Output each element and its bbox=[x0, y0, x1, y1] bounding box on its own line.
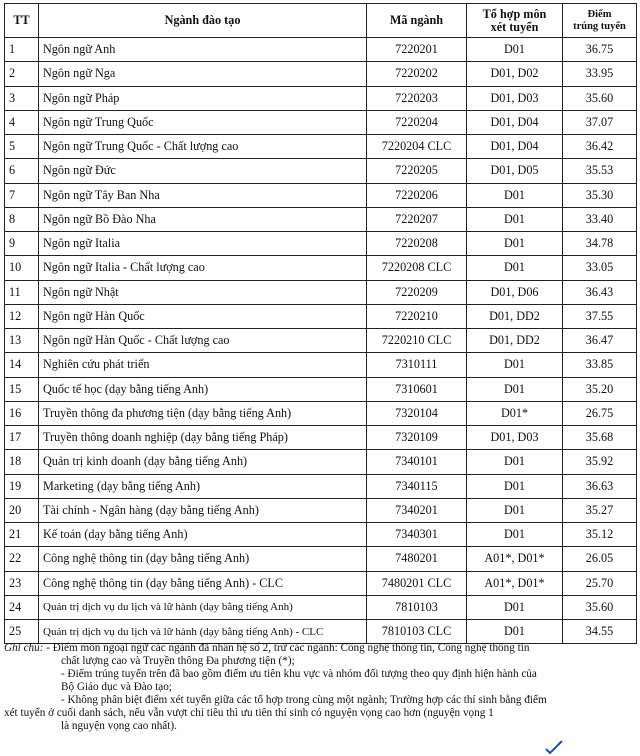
cell-score: 36.63 bbox=[563, 474, 637, 498]
cell-tt: 9 bbox=[5, 232, 39, 256]
cell-combination: D01 bbox=[467, 232, 563, 256]
cell-code: 7220208 bbox=[367, 232, 467, 256]
cell-score: 36.75 bbox=[563, 38, 637, 62]
signature-mark-icon bbox=[545, 740, 563, 754]
cell-tt: 17 bbox=[5, 426, 39, 450]
cell-combination: D01 bbox=[467, 498, 563, 522]
cell-score: 35.12 bbox=[563, 523, 637, 547]
cell-program: Quản trị kinh doanh (dạy bằng tiếng Anh) bbox=[39, 450, 367, 474]
table-row bbox=[5, 256, 637, 280]
cell-program: Ngôn ngữ Nga bbox=[39, 62, 367, 86]
cell-score: 35.30 bbox=[563, 183, 637, 207]
cell-score: 36.43 bbox=[563, 280, 637, 304]
note-line: - Không phân biệt điểm xét tuyển giữa các tổ hợp trong cùng một ngành; Trường hợp các thí sinh bằng điểm bbox=[61, 694, 547, 706]
cell-combination: D01 bbox=[467, 38, 563, 62]
cell-score: 37.55 bbox=[563, 304, 637, 328]
cell-code: 7320109 bbox=[367, 426, 467, 450]
cell-code: 7220204 bbox=[367, 110, 467, 134]
note-line: là nguyện vọng cao nhất). bbox=[61, 720, 177, 732]
cell-code: 7310111 bbox=[367, 353, 467, 377]
cell-score: 35.53 bbox=[563, 159, 637, 183]
cell-score: 35.68 bbox=[563, 426, 637, 450]
cell-combination: D01 bbox=[467, 595, 563, 619]
cell-combination: D01 bbox=[467, 377, 563, 401]
table-row bbox=[5, 595, 637, 619]
cell-code: 7220209 bbox=[367, 280, 467, 304]
cell-program: Ngôn ngữ Đức bbox=[39, 159, 367, 183]
cell-tt: 2 bbox=[5, 62, 39, 86]
cell-tt: 10 bbox=[5, 256, 39, 280]
cell-code: 7220201 bbox=[367, 38, 467, 62]
cell-score: 36.47 bbox=[563, 329, 637, 353]
cell-score: 25.70 bbox=[563, 571, 637, 595]
cell-score: 36.42 bbox=[563, 135, 637, 159]
table-row bbox=[5, 86, 637, 110]
cell-code: 7340115 bbox=[367, 474, 467, 498]
cell-program: Công nghệ thông tin (dạy bằng tiếng Anh) - CLC bbox=[39, 571, 367, 595]
cell-combination: D01 bbox=[467, 183, 563, 207]
table-row bbox=[5, 329, 637, 353]
header-code: Mã ngành bbox=[367, 4, 467, 38]
table-row bbox=[5, 571, 637, 595]
cell-score: 26.75 bbox=[563, 401, 637, 425]
cell-code: 7220205 bbox=[367, 159, 467, 183]
cell-program: Ngôn ngữ Tây Ban Nha bbox=[39, 183, 367, 207]
notes-section bbox=[4, 642, 636, 733]
cell-score: 34.55 bbox=[563, 620, 637, 644]
cell-tt: 21 bbox=[5, 523, 39, 547]
cell-program: Marketing (dạy bằng tiếng Anh) bbox=[39, 474, 367, 498]
cell-tt: 3 bbox=[5, 86, 39, 110]
cell-tt: 18 bbox=[5, 450, 39, 474]
cell-score: 33.85 bbox=[563, 353, 637, 377]
cell-combination: D01, D03 bbox=[467, 426, 563, 450]
cell-score: 33.95 bbox=[563, 62, 637, 86]
cell-score: 33.05 bbox=[563, 256, 637, 280]
cell-tt: 11 bbox=[5, 280, 39, 304]
cell-combination: D01, D04 bbox=[467, 110, 563, 134]
cell-score: 35.60 bbox=[563, 595, 637, 619]
table-row bbox=[5, 207, 637, 231]
cell-code: 7220210 CLC bbox=[367, 329, 467, 353]
cell-program: Ngôn ngữ Italia - Chất lượng cao bbox=[39, 256, 367, 280]
cell-score: 37.07 bbox=[563, 110, 637, 134]
cell-code: 7340101 bbox=[367, 450, 467, 474]
header-combination-line2: xét tuyển bbox=[490, 19, 539, 34]
notes-label: Ghi chú: bbox=[4, 642, 44, 654]
table-row bbox=[5, 183, 637, 207]
cell-combination: D01, D05 bbox=[467, 159, 563, 183]
cell-code: 7340301 bbox=[367, 523, 467, 547]
cell-program: Ngôn ngữ Pháp bbox=[39, 86, 367, 110]
cell-combination: D01 bbox=[467, 207, 563, 231]
cell-program: Ngôn ngữ Bồ Đào Nha bbox=[39, 207, 367, 231]
table-row bbox=[5, 401, 637, 425]
table-row bbox=[5, 547, 637, 571]
cell-tt: 8 bbox=[5, 207, 39, 231]
header-combination-line1: Tổ hợp môn bbox=[482, 6, 547, 21]
note-line: chất lượng cao và Truyền thông Đa phương tiện (*); bbox=[61, 655, 295, 667]
note-line: xét tuyển ở cuối danh sách, nếu vẫn vượt chỉ tiêu thì ưu tiên thí sinh có nguyện vọng cao hơn (nguyện vọng 1 bbox=[4, 707, 494, 719]
cell-program: Truyền thông doanh nghiệp (dạy bằng tiếng Pháp) bbox=[39, 426, 367, 450]
table-row bbox=[5, 353, 637, 377]
cell-code: 7480201 CLC bbox=[367, 571, 467, 595]
cell-code: 7220210 bbox=[367, 304, 467, 328]
cell-program: Ngôn ngữ Italia bbox=[39, 232, 367, 256]
cell-program: Ngôn ngữ Trung Quốc - Chất lượng cao bbox=[39, 135, 367, 159]
cell-program: Tài chính - Ngân hàng (dạy bằng tiếng Anh) bbox=[39, 498, 367, 522]
note-line bbox=[4, 642, 636, 655]
cell-combination: D01 bbox=[467, 256, 563, 280]
table-row bbox=[5, 280, 637, 304]
cell-tt: 13 bbox=[5, 329, 39, 353]
cell-tt: 24 bbox=[5, 595, 39, 619]
header-combination bbox=[467, 4, 563, 38]
cell-code: 7220203 bbox=[367, 86, 467, 110]
cell-code: 7220206 bbox=[367, 183, 467, 207]
table-row bbox=[5, 498, 637, 522]
cell-code: 7310601 bbox=[367, 377, 467, 401]
header-score-line2: trúng tuyển bbox=[573, 20, 626, 32]
table-body bbox=[5, 38, 637, 644]
cell-tt: 25 bbox=[5, 620, 39, 644]
cell-tt: 23 bbox=[5, 571, 39, 595]
header-tt: TT bbox=[5, 4, 39, 38]
table-row bbox=[5, 135, 637, 159]
cell-code: 7220202 bbox=[367, 62, 467, 86]
cell-code: 7810103 bbox=[367, 595, 467, 619]
header-score-line1: Điểm bbox=[587, 9, 612, 21]
cell-combination: D01 bbox=[467, 523, 563, 547]
table-row bbox=[5, 159, 637, 183]
cell-code: 7220208 CLC bbox=[367, 256, 467, 280]
cell-tt: 20 bbox=[5, 498, 39, 522]
table-row bbox=[5, 62, 637, 86]
cell-program: Ngôn ngữ Nhật bbox=[39, 280, 367, 304]
cell-score: 33.40 bbox=[563, 207, 637, 231]
cell-score: 34.78 bbox=[563, 232, 637, 256]
cell-program: Ngôn ngữ Hàn Quốc bbox=[39, 304, 367, 328]
table-header-row bbox=[5, 4, 637, 38]
cell-combination: D01, D03 bbox=[467, 86, 563, 110]
table-row bbox=[5, 38, 637, 62]
cell-code: 7320104 bbox=[367, 401, 467, 425]
cell-tt: 5 bbox=[5, 135, 39, 159]
table-row bbox=[5, 426, 637, 450]
note-line: - Điểm trúng tuyển trên đã bao gồm điểm ưu tiên khu vực và nhóm đối tượng theo quy định hiện hành của bbox=[61, 668, 537, 680]
note-text: - Điểm môn ngoại ngữ các ngành đã nhân hệ số 2, trừ các ngành: Công nghệ thông tin, Công nghệ thông tin bbox=[46, 642, 530, 654]
cell-tt: 4 bbox=[5, 110, 39, 134]
cell-tt: 14 bbox=[5, 353, 39, 377]
cell-code: 7480201 bbox=[367, 547, 467, 571]
cell-program: Ngôn ngữ Hàn Quốc - Chất lượng cao bbox=[39, 329, 367, 353]
cell-score: 35.60 bbox=[563, 86, 637, 110]
admission-score-table bbox=[4, 3, 637, 644]
cell-program: Ngôn ngữ Trung Quốc bbox=[39, 110, 367, 134]
cell-combination: D01* bbox=[467, 401, 563, 425]
cell-combination: D01, D02 bbox=[467, 62, 563, 86]
cell-program: Quản trị dịch vụ du lịch và lữ hành (dạy bằng tiếng Anh) - CLC bbox=[39, 620, 367, 644]
cell-tt: 12 bbox=[5, 304, 39, 328]
cell-combination: A01*, D01* bbox=[467, 547, 563, 571]
cell-score: 35.92 bbox=[563, 450, 637, 474]
cell-program: Quốc tế học (dạy bằng tiếng Anh) bbox=[39, 377, 367, 401]
table-row bbox=[5, 110, 637, 134]
cell-score: 26.05 bbox=[563, 547, 637, 571]
cell-code: 7340201 bbox=[367, 498, 467, 522]
cell-tt: 7 bbox=[5, 183, 39, 207]
cell-combination: D01 bbox=[467, 353, 563, 377]
cell-score: 35.20 bbox=[563, 377, 637, 401]
cell-tt: 16 bbox=[5, 401, 39, 425]
cell-tt: 15 bbox=[5, 377, 39, 401]
cell-score: 35.27 bbox=[563, 498, 637, 522]
cell-combination: D01, DD2 bbox=[467, 329, 563, 353]
cell-combination: D01 bbox=[467, 474, 563, 498]
note-line: Bộ Giáo dục và Đào tạo; bbox=[61, 681, 172, 693]
cell-program: Kế toán (dạy bằng tiếng Anh) bbox=[39, 523, 367, 547]
table-row bbox=[5, 377, 637, 401]
cell-program: Nghiên cứu phát triển bbox=[39, 353, 367, 377]
cell-combination: D01 bbox=[467, 450, 563, 474]
cell-tt: 19 bbox=[5, 474, 39, 498]
cell-tt: 22 bbox=[5, 547, 39, 571]
cell-code: 7220207 bbox=[367, 207, 467, 231]
cell-combination: D01 bbox=[467, 620, 563, 644]
table-row bbox=[5, 450, 637, 474]
cell-combination: D01, DD2 bbox=[467, 304, 563, 328]
cell-program: Công nghệ thông tin (dạy bằng tiếng Anh) bbox=[39, 547, 367, 571]
table-row bbox=[5, 232, 637, 256]
table-row bbox=[5, 304, 637, 328]
cell-tt: 1 bbox=[5, 38, 39, 62]
cell-code: 7220204 CLC bbox=[367, 135, 467, 159]
cell-code: 7810103 CLC bbox=[367, 620, 467, 644]
cell-tt: 6 bbox=[5, 159, 39, 183]
table-row bbox=[5, 620, 637, 644]
header-score bbox=[563, 4, 637, 38]
header-program: Ngành đào tạo bbox=[39, 4, 367, 38]
cell-combination: A01*, D01* bbox=[467, 571, 563, 595]
cell-program: Truyền thông đa phương tiện (dạy bằng tiếng Anh) bbox=[39, 401, 367, 425]
cell-combination: D01, D04 bbox=[467, 135, 563, 159]
table-row bbox=[5, 523, 637, 547]
cell-program: Quản trị dịch vụ du lịch và lữ hành (dạy bằng tiếng Anh) bbox=[39, 595, 367, 619]
cell-combination: D01, D06 bbox=[467, 280, 563, 304]
cell-program: Ngôn ngữ Anh bbox=[39, 38, 367, 62]
table-row bbox=[5, 474, 637, 498]
